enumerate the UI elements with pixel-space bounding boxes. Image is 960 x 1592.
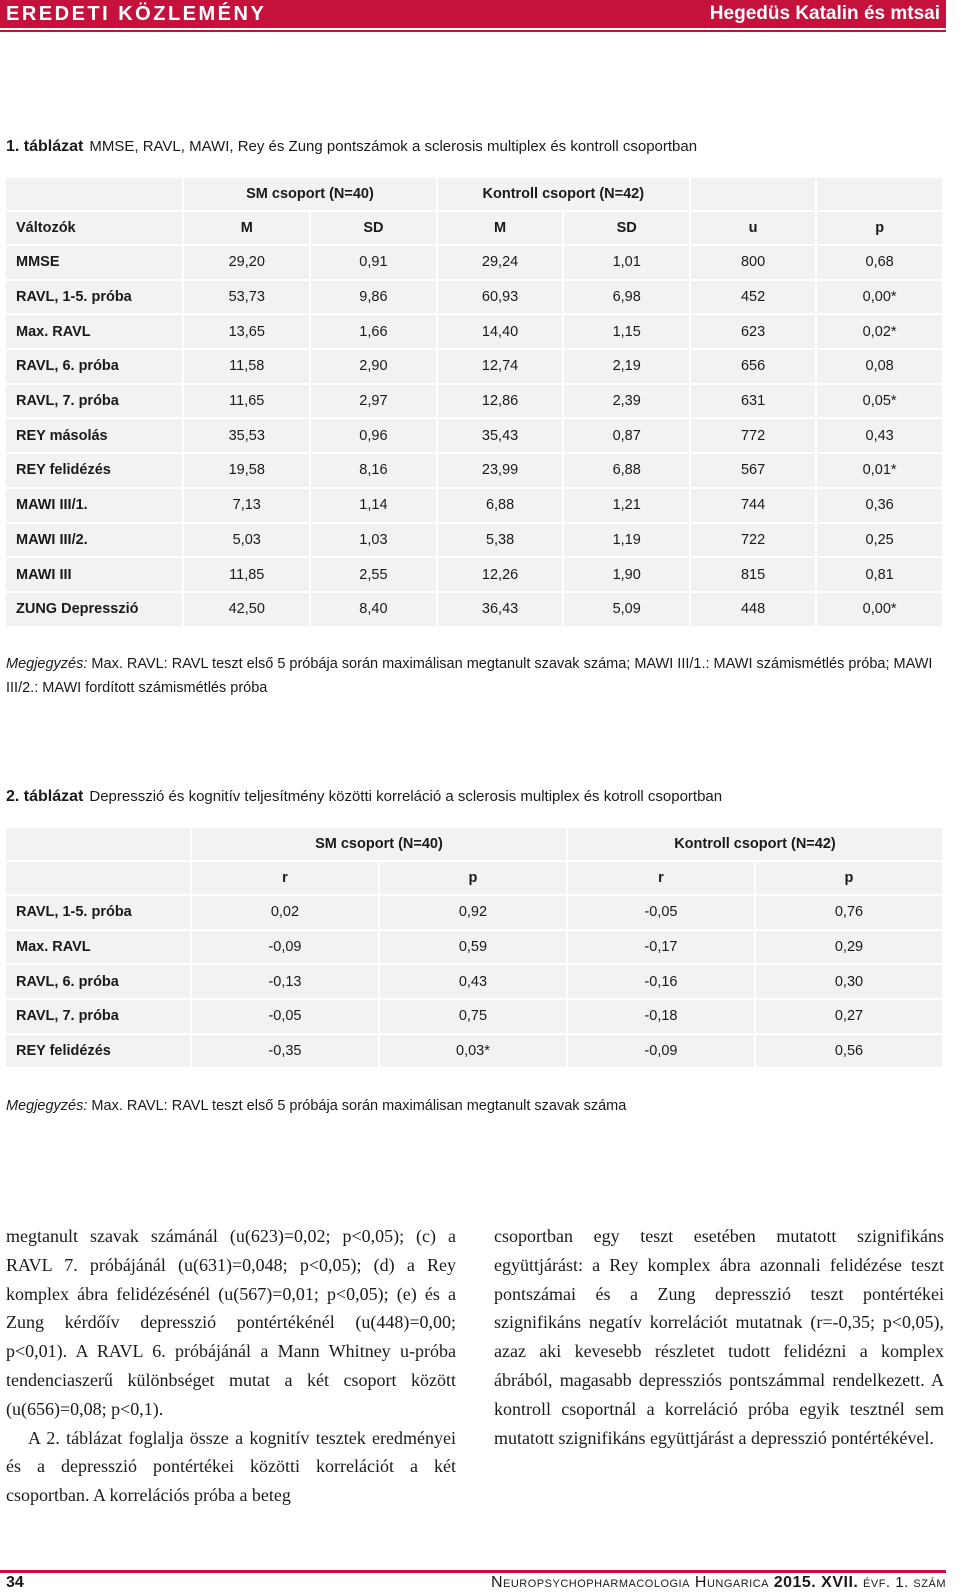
table2-col-header: r [192,862,378,894]
table1-cell: 623 [691,315,815,348]
table1-caption-text: MMSE, RAVL, MAWI, Rey és Zung pontszámok a sclerosis multiplex és kontroll csoportban [89,138,698,155]
table1-note [6,652,946,700]
table1-cell: 0,43 [817,419,942,452]
table2-cell: -0,13 [192,965,378,998]
table2-col-header: p [380,862,566,894]
table1-empty-cell [691,178,815,210]
table1-row-label: REY felidézés [6,454,182,487]
table1-row [6,419,942,452]
table1-row [6,489,942,522]
table1-cell: 0,02* [817,315,942,348]
table1-row [6,454,942,487]
table1-cell: 60,93 [438,281,563,314]
table1-cell: 772 [691,419,815,452]
table1-cell: 1,19 [564,524,688,557]
table1-empty-cell [817,178,942,210]
table2-note-text: Max. RAVL: RAVL teszt első 5 próbája során maximálisan megtanult szavak száma [87,1098,627,1114]
table2-col-header: p [756,862,942,894]
table1-cell: 744 [691,489,815,522]
table2-caption-text: Depresszió és kognitív teljesítmény közötti korreláció a sclerosis multiplex és kotroll csoportban [89,788,723,805]
table2-cell: 0,59 [380,931,566,964]
table1-cell: 0,68 [817,246,942,279]
table2-cell: -0,16 [568,965,754,998]
table1-cell: 36,43 [438,593,563,626]
table1-row-label: MAWI III/1. [6,489,182,522]
table2-cell: 0,76 [756,896,942,929]
table1-cell: 13,65 [184,315,309,348]
table1-row-label: RAVL, 6. próba [6,350,182,383]
table1-cell: 2,19 [564,350,688,383]
table-1 [4,176,944,628]
table1-cell: 5,09 [564,593,688,626]
table2-group-header-sm: SM csoport (N=40) [192,828,566,860]
table1-row [6,315,942,348]
running-authors: Hegedüs Katalin és mtsai [709,3,940,24]
table1-note-text: Max. RAVL: RAVL teszt első 5 próbája során maximálisan megtanult szavak száma; MAWI III/1.: MAWI számismétlés próba; MAWI III/2.: MAWI fordított számismétlés próba [6,656,933,696]
table1-row-label: REY másolás [6,419,182,452]
table2-cell: -0,09 [568,1035,754,1068]
header-rule [0,30,946,32]
table2-row-label: REY felidézés [6,1035,190,1068]
table2-note [6,1094,946,1118]
table2-cell: 0,27 [756,1000,942,1033]
table2-cell: 0,03* [380,1035,566,1068]
table1-cell: 0,96 [311,419,435,452]
table1-cell: 1,66 [311,315,435,348]
table1-cell: 5,03 [184,524,309,557]
table2-cell: -0,17 [568,931,754,964]
body-paragraph: megtanult szavak számánál (u(623)=0,02; p<0,05); (c) a RAVL 7. próbájánál (u(631)=0,048; p<0,05); (d) a Rey komplex ábra felidézésénél (u(567)=0,01; p<0,05); (e) és a Zung kérdőív depresszió pontértékénél (u(448)=0,00; p<0,01). A RAVL 6. próbájánál a Mann Whitney u-próba tendenciaszerű különbséget mutat a két csoport között (u(656)=0,08; p<0,1). [6,1226,456,1419]
table2-col-header: r [568,862,754,894]
table2-cell: -0,18 [568,1000,754,1033]
table1-row [6,593,942,626]
table1-cell: 12,74 [438,350,563,383]
body-paragraph: csoportban egy teszt esetében mutatott szignifikáns együttjárást: a Rey komplex ábra azonnali felidézése teszt pontszámai és a Zung depresszió teszt pontértékei szignifikáns negatív korrelációt mutatnak (r=-0,35; p<0,05), azaz aki kevesebb részletet tudott felidézni a komplex ábrából, magasabb depressziós pontszámmal rendelkezett. A kontroll csoportnál a korreláció próba egyik tesztnél sem mutatott szignifikáns együttjárást a depresszió pontértékével. [494,1226,944,1448]
table1-cell: 6,88 [564,454,688,487]
table1-cell: 6,88 [438,489,563,522]
table1-caption-number: 1. táblázat [6,138,84,155]
table1-cell: 2,97 [311,385,435,418]
table1-col-header: SD [564,212,688,244]
table1-cell: 11,58 [184,350,309,383]
table2-row [6,1000,942,1033]
table1-group-header-sm: SM csoport (N=40) [184,178,435,210]
table1-cell: 800 [691,246,815,279]
table1-cell: 0,00* [817,281,942,314]
table1-col-header: SD [311,212,435,244]
table2-empty-cell [6,862,190,894]
table2-cell: 0,30 [756,965,942,998]
table1-corner-cell [6,178,182,210]
journal-footer [491,1574,946,1592]
table1-cell: 1,15 [564,315,688,348]
table1-cell: 448 [691,593,815,626]
table-2 [4,826,944,1069]
table1-cell: 0,01* [817,454,942,487]
table2-row-label: Max. RAVL [6,931,190,964]
page-number: 34 [6,1574,24,1591]
table1-cell: 1,21 [564,489,688,522]
table1-cell: 0,00* [817,593,942,626]
table1-cell: 9,86 [311,281,435,314]
table1-cell: 1,14 [311,489,435,522]
table1-row-label: MMSE [6,246,182,279]
table1-cell: 1,03 [311,524,435,557]
table2-row-label: RAVL, 6. próba [6,965,190,998]
table1-row [6,385,942,418]
journal-issue: évf. 1. szám [863,1574,946,1591]
table1-cell: 567 [691,454,815,487]
table1-cell: 0,05* [817,385,942,418]
table1-cell: 815 [691,558,815,591]
table1-cell: 19,58 [184,454,309,487]
table2-cell: 0,43 [380,965,566,998]
table1-cell: 1,90 [564,558,688,591]
table1-cell: 12,26 [438,558,563,591]
table1-cell: 2,39 [564,385,688,418]
table1-row [6,246,942,279]
table1-col-header: p [817,212,942,244]
table1-cell: 2,55 [311,558,435,591]
table1-cell: 53,73 [184,281,309,314]
table1-row [6,524,942,557]
table1-row-label: ZUNG Depresszió [6,593,182,626]
table1-cell: 42,50 [184,593,309,626]
table1-cell: 1,01 [564,246,688,279]
body-paragraph: A 2. táblázat foglalja össze a kognitív tesztek eredményei és a depresszió pontértékei közötti korrelációt a két csoportban. A korrelációs próba a beteg [6,1427,456,1506]
table1-row [6,350,942,383]
journal-name: Neuropsychopharmacologia Hungarica [490,1574,770,1591]
table1-cell: 11,85 [184,558,309,591]
table2-caption [6,788,722,806]
running-header [0,0,946,28]
journal-year: 2015. XVII. [773,1574,859,1591]
table2-cell: -0,05 [192,1000,378,1033]
table1-cell: 656 [691,350,815,383]
table1-cell: 11,65 [184,385,309,418]
table2-row [6,1035,942,1068]
table1-row-label: Max. RAVL [6,315,182,348]
table1-row-label: RAVL, 1-5. próba [6,281,182,314]
table2-cell: 0,75 [380,1000,566,1033]
table2-cell: 0,56 [756,1035,942,1068]
table1-row-label: MAWI III/2. [6,524,182,557]
table1-cell: 12,86 [438,385,563,418]
table1-cell: 29,20 [184,246,309,279]
table1-cell: 0,87 [564,419,688,452]
table1-col-header: Változók [6,212,182,244]
table2-cell: 0,02 [192,896,378,929]
table2-cell: 0,92 [380,896,566,929]
table2-cell: -0,09 [192,931,378,964]
table1-group-header-control: Kontroll csoport (N=42) [438,178,689,210]
table1-cell: 6,98 [564,281,688,314]
footer-rule [0,1570,946,1573]
body-column-left [6,1222,456,1510]
table1-cell: 452 [691,281,815,314]
table1-row-label: RAVL, 7. próba [6,385,182,418]
table1-cell: 35,53 [184,419,309,452]
table1-cell: 2,90 [311,350,435,383]
table2-group-header-control: Kontroll csoport (N=42) [568,828,942,860]
table1-cell: 7,13 [184,489,309,522]
table2-row [6,896,942,929]
table1-cell: 0,36 [817,489,942,522]
table2-row-label: RAVL, 7. próba [6,1000,190,1033]
table2-cell: -0,05 [568,896,754,929]
table2-cell: 0,29 [756,931,942,964]
table1-col-header: u [691,212,815,244]
table1-row [6,558,942,591]
table1-caption [6,138,697,156]
table1-cell: 722 [691,524,815,557]
table1-row-label: MAWI III [6,558,182,591]
table1-cell: 5,38 [438,524,563,557]
table1-cell: 0,91 [311,246,435,279]
table2-note-label: Megjegyzés: [6,1098,88,1114]
table1-row [6,281,942,314]
table2-row [6,931,942,964]
table1-cell: 0,25 [817,524,942,557]
table1-note-label: Megjegyzés: [6,656,88,672]
table1-cell: 29,24 [438,246,563,279]
section-title: EREDETI KÖZLEMÉNY [6,3,267,25]
table1-cell: 8,16 [311,454,435,487]
table1-cell: 0,08 [817,350,942,383]
table2-cell: -0,35 [192,1035,378,1068]
table1-cell: 8,40 [311,593,435,626]
table2-row-label: RAVL, 1-5. próba [6,896,190,929]
table1-cell: 631 [691,385,815,418]
table2-corner-cell [6,828,190,860]
table1-col-header: M [438,212,563,244]
table1-cell: 14,40 [438,315,563,348]
table2-row [6,965,942,998]
table1-cell: 23,99 [438,454,563,487]
table1-col-header: M [184,212,309,244]
table1-body [6,246,942,626]
table1-cell: 0,81 [817,558,942,591]
table1-cell: 35,43 [438,419,563,452]
table2-body [6,896,942,1067]
body-column-right [494,1222,944,1452]
table2-caption-number: 2. táblázat [6,788,84,805]
